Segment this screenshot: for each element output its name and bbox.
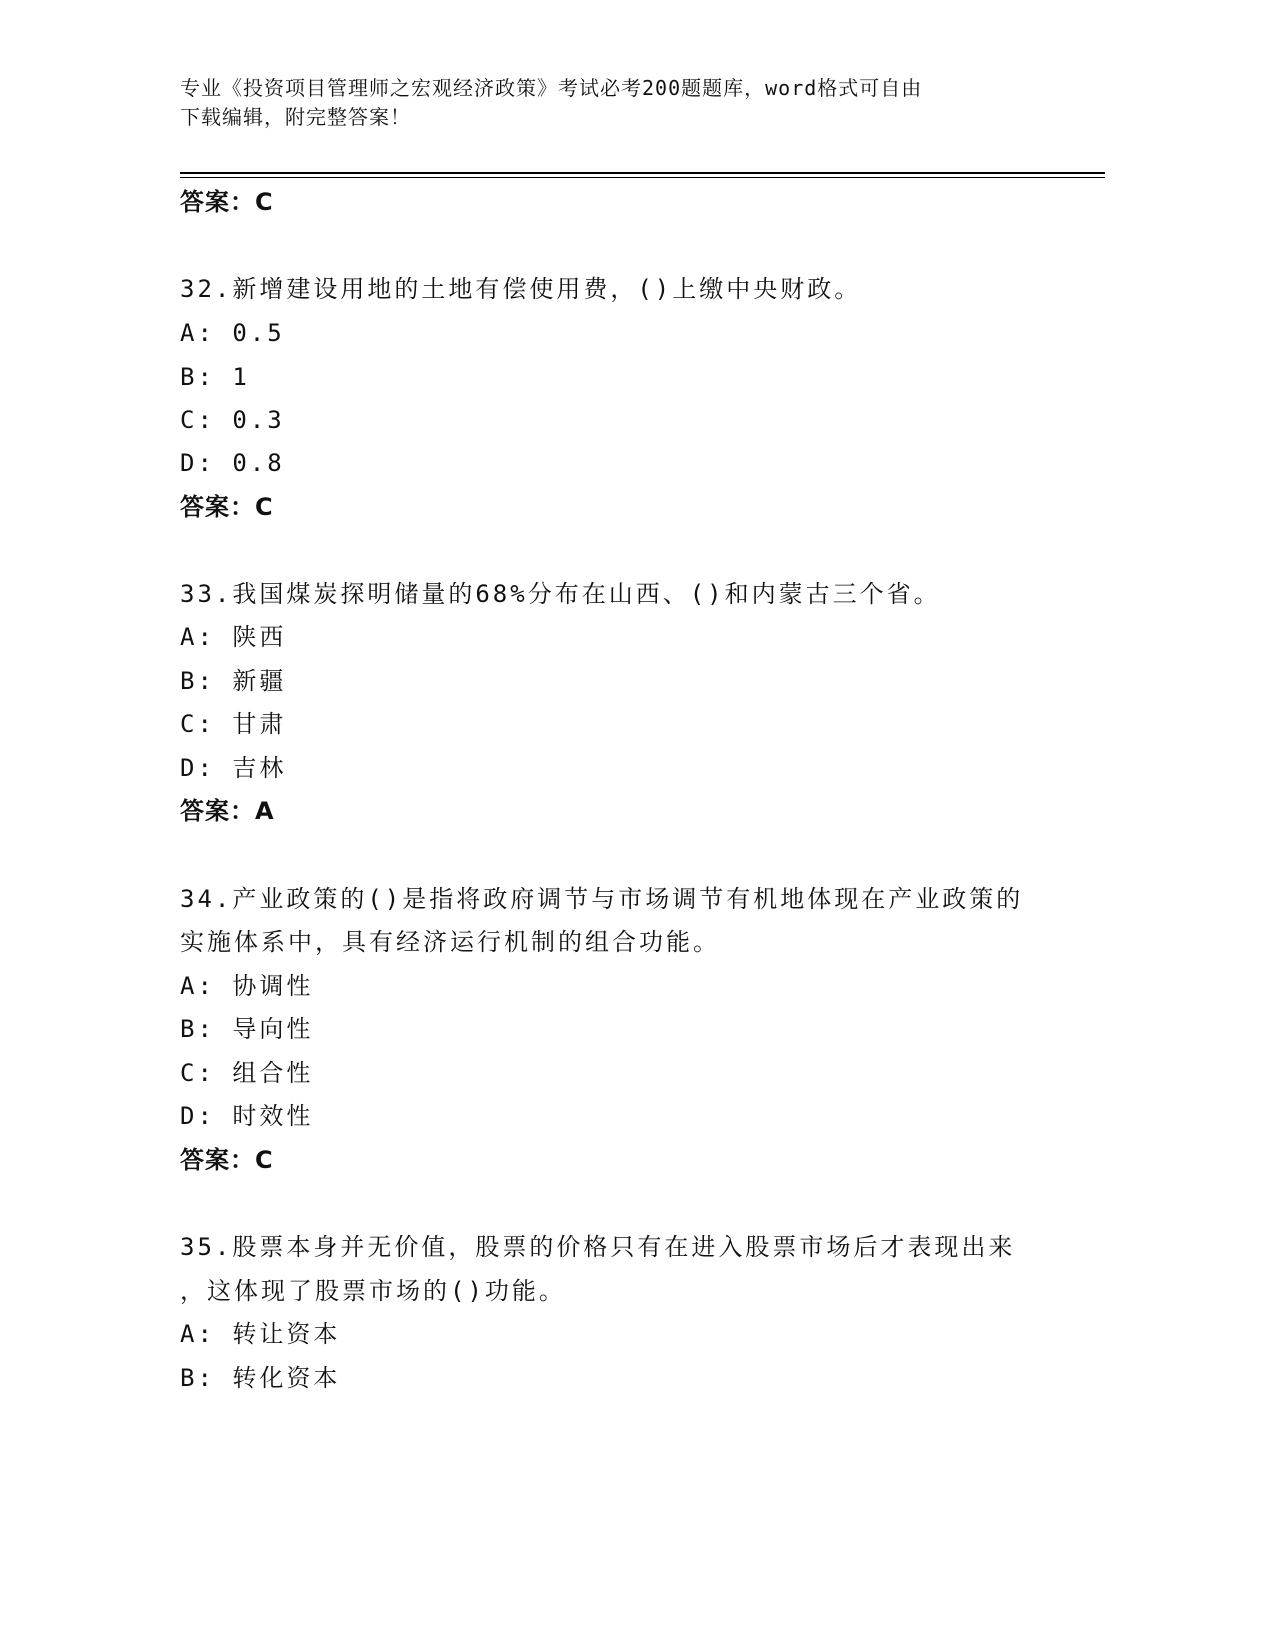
question-33-option-b: B: 新疆 — [180, 667, 287, 695]
question-33-answer: 答案：A — [180, 797, 275, 825]
previous-answer: 答案：C — [180, 188, 274, 216]
question-35-text-line-1: 35.股票本身并无价值，股票的价格只有在进入股票市场后才表现出来 — [180, 1233, 1016, 1261]
header-line-1: 专业《投资项目管理师之宏观经济政策》考试必考200题题库，word格式可自由 — [180, 76, 923, 100]
question-32-answer: 答案：C — [180, 493, 274, 521]
header-rule-thick — [180, 172, 1105, 174]
question-33-text: 33.我国煤炭探明储量的68%分布在山西、()和内蒙古三个省。 — [180, 580, 941, 608]
question-33-option-d: D: 吉林 — [180, 754, 287, 782]
question-35-option-a: A: 转让资本 — [180, 1320, 341, 1348]
header-rule-thin — [180, 177, 1105, 178]
question-34-text-line-2: 实施体系中，具有经济运行机制的组合功能。 — [180, 928, 720, 956]
question-35-text-line-2: ，这体现了股票市场的()功能。 — [180, 1277, 566, 1305]
question-33-option-a: A: 陕西 — [180, 623, 287, 651]
question-34-answer: 答案：C — [180, 1146, 274, 1174]
document-header — [180, 74, 1060, 132]
question-34-option-a: A: 协调性 — [180, 972, 314, 1000]
header-line-2: 下载编辑，附完整答案！ — [180, 105, 411, 129]
question-32-option-a: A: 0.5 — [180, 319, 285, 347]
question-33-option-c: C: 甘肃 — [180, 710, 287, 738]
question-34-option-c: C: 组合性 — [180, 1059, 314, 1087]
question-32-option-b: B: 1 — [180, 363, 250, 391]
question-32-option-d: D: 0.8 — [180, 449, 285, 477]
question-32-option-c: C: 0.3 — [180, 406, 285, 434]
question-34-text-line-1: 34.产业政策的()是指将政府调节与市场调节有机地体现在产业政策的 — [180, 885, 1024, 913]
question-32-text: 32.新增建设用地的土地有偿使用费，()上缴中央财政。 — [180, 275, 862, 303]
question-35-option-b: B: 转化资本 — [180, 1364, 341, 1392]
question-34-option-b: B: 导向性 — [180, 1015, 314, 1043]
question-34-option-d: D: 时效性 — [180, 1102, 314, 1130]
